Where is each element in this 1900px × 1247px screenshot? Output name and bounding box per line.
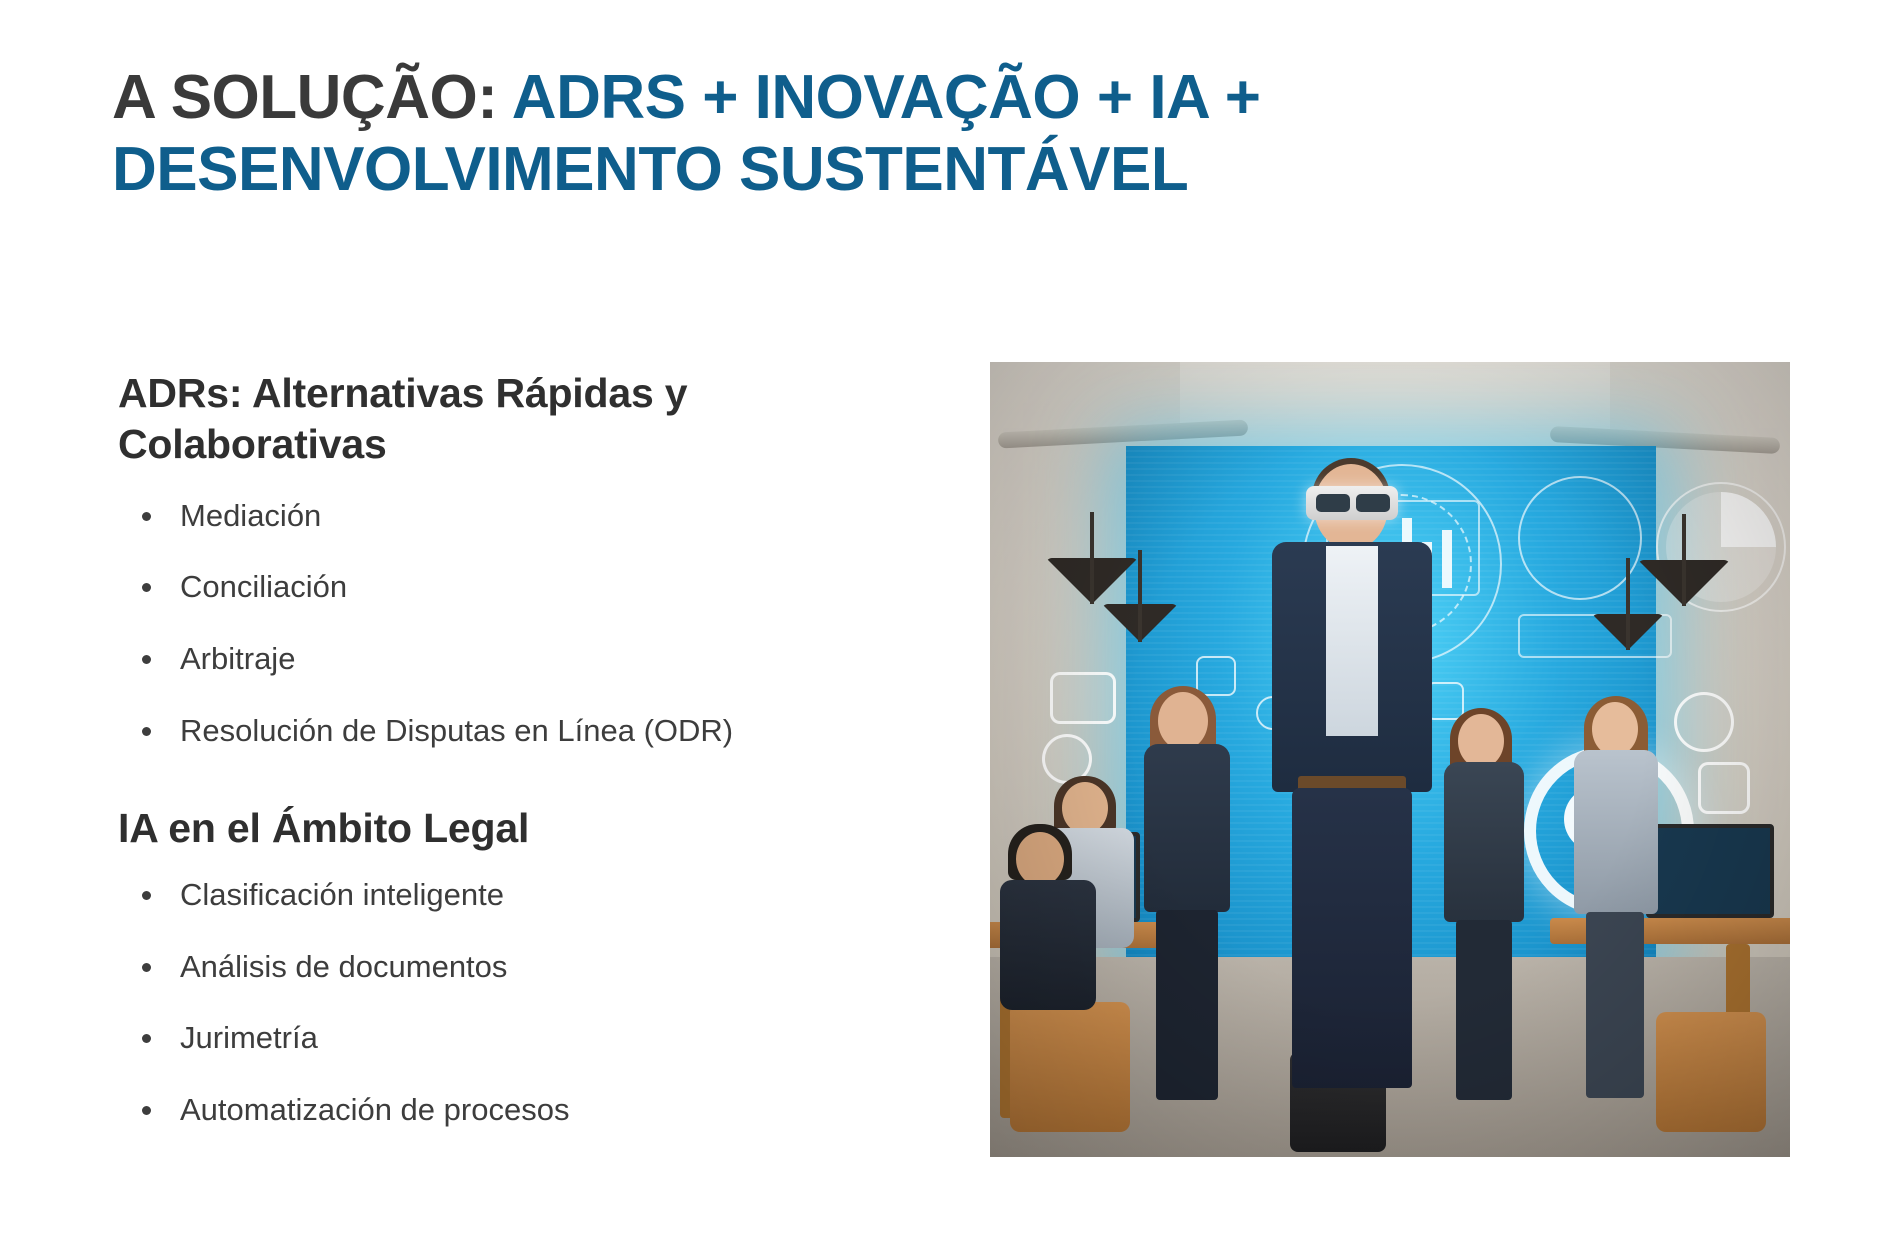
lamp-cord	[1682, 514, 1686, 606]
legs	[1456, 920, 1512, 1100]
person-standing	[1570, 702, 1670, 1112]
slide-image	[990, 362, 1790, 1157]
person-standing	[1140, 692, 1240, 1112]
list-item: Arbitraje	[118, 640, 958, 679]
list-item: Clasificación inteligente	[118, 876, 958, 915]
head	[1458, 714, 1504, 768]
torso	[1574, 750, 1658, 914]
title-accent-part: ADRS + INOVAÇÃO + IA + DESENVOLVIMENTO SUSTENTÁVEL	[112, 63, 1261, 204]
chart-icon	[1050, 672, 1116, 724]
torso	[1444, 762, 1524, 922]
list-item: Jurimetría	[118, 1019, 958, 1058]
head	[1592, 702, 1638, 756]
head	[1016, 832, 1064, 886]
cloud-icon	[1196, 656, 1236, 696]
person-seated	[1000, 832, 1100, 1022]
chair	[1656, 1012, 1766, 1132]
office-vr-illustration	[990, 362, 1790, 1157]
shirt	[1326, 546, 1378, 736]
pendant-lamp	[1102, 604, 1178, 642]
trousers	[1292, 788, 1412, 1088]
section-heading-ia: IA en el Ámbito Legal	[118, 804, 530, 851]
vr-headset-icon	[1306, 486, 1398, 520]
pendant-lamp	[1592, 614, 1664, 650]
title-block	[112, 62, 1812, 206]
document-icon	[1698, 762, 1750, 814]
vr-lens	[1356, 494, 1390, 512]
bullet-list-ia	[118, 876, 958, 1130]
list-item: Resolución de Disputas en Línea (ODR)	[118, 712, 958, 751]
pendant-lamp	[1046, 558, 1138, 604]
hud-eye-icon	[1518, 476, 1642, 600]
list-item: Mediación	[118, 497, 958, 536]
lamp-cord	[1138, 550, 1142, 642]
lamp-cord	[1090, 512, 1094, 604]
person-standing	[1442, 714, 1538, 1114]
legs	[1586, 912, 1644, 1098]
pendant-lamp	[1638, 560, 1730, 606]
torso	[1144, 744, 1230, 912]
list-item: Conciliación	[118, 568, 958, 607]
list-item: Análisis de documentos	[118, 948, 958, 987]
list-item: Automatización de procesos	[118, 1091, 958, 1130]
torso	[1000, 880, 1096, 1010]
head	[1062, 782, 1108, 834]
section-heading-adrs: ADRs: Alternativas Rápidas y Colaborativas	[118, 370, 688, 468]
refresh-icon	[1674, 692, 1734, 752]
content-column	[118, 368, 958, 1163]
head	[1158, 692, 1208, 750]
person-with-vr-headset	[1262, 458, 1442, 1098]
bullet-list-adrs	[118, 497, 958, 751]
title-dark-part: A SOLUÇÃO:	[112, 63, 498, 132]
vr-lens	[1316, 494, 1350, 512]
lamp-cord	[1626, 558, 1630, 650]
page-title	[112, 62, 1812, 206]
legs	[1156, 910, 1218, 1100]
chart-bar	[1442, 530, 1452, 588]
